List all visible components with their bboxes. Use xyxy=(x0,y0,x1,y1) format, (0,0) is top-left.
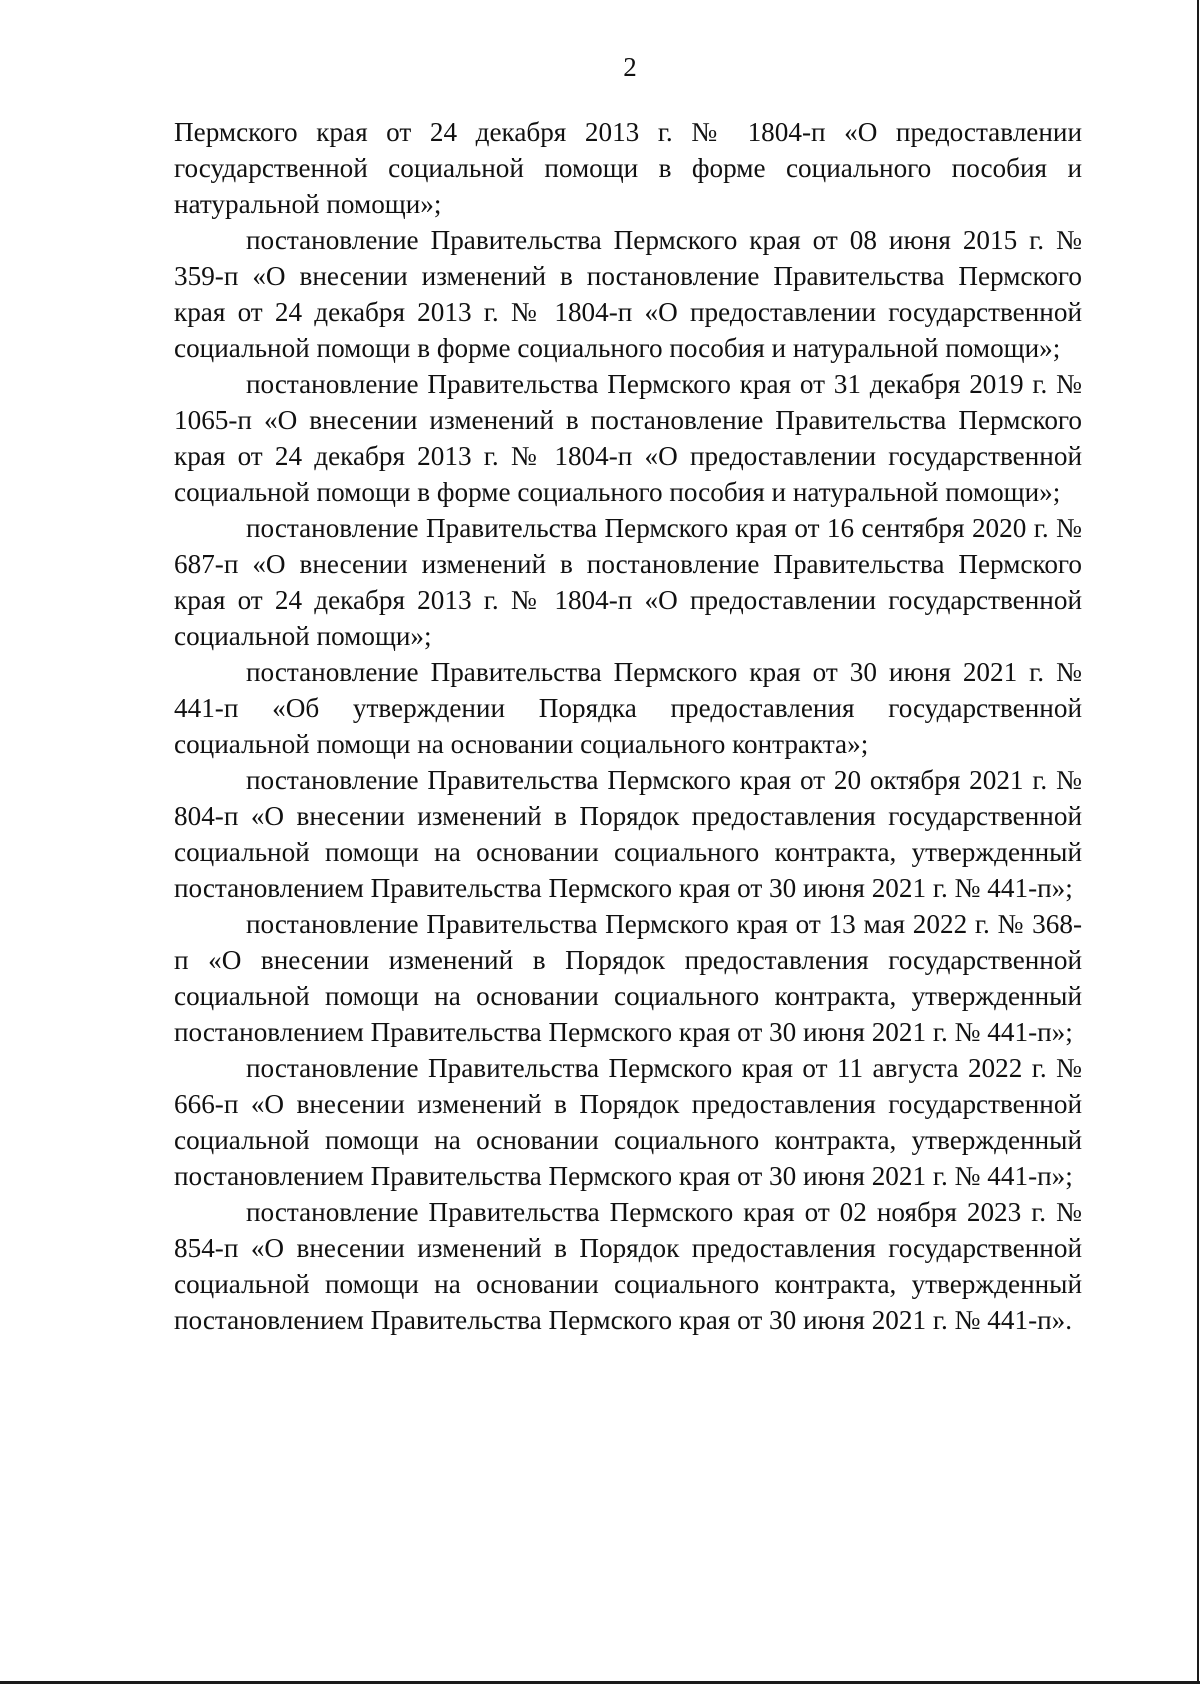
document-body xyxy=(174,114,1082,1338)
paragraph-resolution-2023-november: постановление Правительства Пермского края от 02 ноября 2023 г. № 854-п «О внесении изменений в Порядок предоставления государственной социальной помощи на основании социального контракта, утвержденный постановлением Правительства Пермского края от 30 июня 2021 г. № 441-п». xyxy=(174,1197,1082,1335)
paragraph-resolution-2022-may: постановление Правительства Пермского края от 13 мая 2022 г. № 368-п «О внесении изменений в Порядок предоставления государственной социальной помощи на основании социального контракта, утвержденный постановлением Правительства Пермского края от 30 июня 2021 г. № 441-п»; xyxy=(174,909,1082,1047)
page-number: 2 xyxy=(623,52,637,82)
scan-edge-right xyxy=(1197,0,1199,1684)
paragraph-resolution-2019: постановление Правительства Пермского края от 31 декабря 2019 г. № 1065-п «О внесении изменений в постановление Правительства Пермского края от 24 декабря 2013 г. № 1804-п «О предоставлении государственной социальной помощи в форме социального пособия и натуральной помощи»; xyxy=(174,369,1082,507)
paragraph-resolution-2021-october: постановление Правительства Пермского края от 20 октября 2021 г. № 804-п «О внесении изменений в Порядок предоставления государственной социальной помощи на основании социального контракта, утвержденный постановлением Правительства Пермского края от 30 июня 2021 г. № 441-п»; xyxy=(174,765,1082,903)
paragraph-resolution-2021-june: постановление Правительства Пермского края от 30 июня 2021 г. № 441-п «Об утверждении Порядка предоставления государственной социальной помощи на основании социального контракта»; xyxy=(174,657,1082,759)
paragraph-resolution-2022-august: постановление Правительства Пермского края от 11 августа 2022 г. № 666-п «О внесении изменений в Порядок предоставления государственной социальной помощи на основании социального контракта, утвержденный постановлением Правительства Пермского края от 30 июня 2021 г. № 441-п»; xyxy=(174,1053,1082,1191)
paragraph-resolution-2015: постановление Правительства Пермского края от 08 июня 2015 г. № 359-п «О внесении изменений в постановление Правительства Пермского края от 24 декабря 2013 г. № 1804-п «О предоставлении государственной социальной помощи в форме социального пособия и натуральной помощи»; xyxy=(174,225,1082,363)
paragraph-continuation: Пермского края от 24 декабря 2013 г. № 1804-п «О предоставлении государственной социальной помощи в форме социального пособия и натуральной помощи»; xyxy=(174,117,1082,219)
paragraph-resolution-2020: постановление Правительства Пермского края от 16 сентября 2020 г. № 687-п «О внесении изменений в постановление Правительства Пермского края от 24 декабря 2013 г. № 1804-п «О предоставлении государственной социальной помощи»; xyxy=(174,513,1082,651)
